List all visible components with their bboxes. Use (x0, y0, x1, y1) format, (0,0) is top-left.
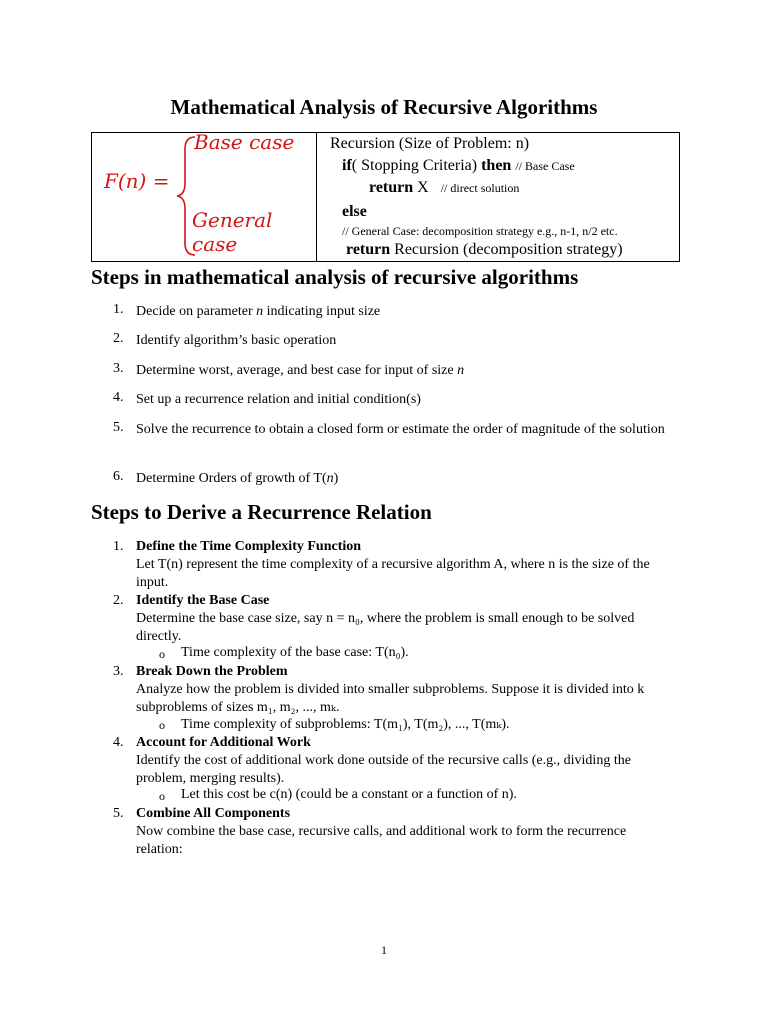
section-heading-derive-recurrence: Steps to Derive a Recurrence Relation (91, 500, 432, 524)
keyword-return-2: return (346, 241, 391, 258)
keyword-then: then (481, 157, 512, 174)
pseudocode-line-return (369, 179, 519, 197)
formula-lhs: F(n) = (104, 169, 170, 193)
recurrence-step-body: Now combine the base case, recursive calls, and additional work to form the recurrence relation: (136, 824, 627, 857)
comment-general-case: // General Case: decomposition strategy e.g., n-1, n/2 etc. (342, 224, 618, 238)
keyword-else: else (342, 203, 367, 220)
bullet-icon: o (159, 718, 165, 732)
recurrence-step-bullet: Let this cost be c(n) (could be a constant or a function of n). (181, 787, 517, 802)
pseudocode-line-1: Recursion (Size of Problem: n) (330, 135, 530, 152)
pseudocode-line-return-recursion (346, 241, 623, 259)
recurrence-step-bullet: Time complexity of subproblems: T(m₁), T(m₂), ..., T(mₖ). (181, 717, 510, 732)
recurrence-step-number: 5. (113, 806, 124, 821)
recurrence-step-title: Define the Time Complexity Function (136, 539, 362, 554)
page-title: Mathematical Analysis of Recursive Algorithms (170, 95, 598, 119)
recurrence-step-title: Identify the Base Case (136, 593, 270, 608)
pseudocode-box (316, 132, 680, 262)
keyword-if: if (342, 157, 352, 174)
formula-case-base: Base case (194, 130, 295, 154)
recurrence-step-body: Determine the base case size, say n = n₀, where the problem is small enough to be solved directly. (136, 611, 635, 644)
comment-base-case: // Base Case (515, 159, 575, 173)
recurrence-step-number: 2. (113, 593, 124, 608)
bullet-icon: o (159, 647, 165, 661)
recurrence-step-title: Account for Additional Work (136, 735, 311, 750)
recurrence-step-body: Let T(n) represent the time complexity of a recursive algorithm A, where n is the size of the input. (136, 557, 650, 590)
keyword-return: return (369, 179, 414, 196)
bullet-icon: o (159, 789, 165, 803)
section-heading-analysis-steps: Steps in mathematical analysis of recursive algorithms (91, 265, 579, 289)
page-number: 1 (381, 943, 387, 957)
recurrence-step-bullet: Time complexity of the base case: T(n₀). (181, 645, 409, 660)
comment-direct-solution: // direct solution (440, 181, 520, 195)
return-value: X (413, 179, 429, 196)
pseudocode-line-if (342, 157, 575, 175)
pseudocode-line-else (342, 203, 367, 221)
formula-case-general: General case (192, 208, 273, 256)
recurrence-step-number: 3. (113, 664, 124, 679)
return-recursion-text: Recursion (decomposition strategy) (390, 241, 623, 258)
recurrence-step-title: Break Down the Problem (136, 664, 288, 679)
formula-box (91, 132, 317, 262)
recurrence-step-number: 1. (113, 539, 124, 554)
recurrence-step-body: Identify the cost of additional work done outside of the recursive calls (e.g., dividing the problem, merging results). (136, 753, 631, 786)
recurrence-step-number: 4. (113, 735, 124, 750)
if-condition: ( Stopping Criteria) (351, 157, 482, 174)
recurrence-step-title: Combine All Components (136, 806, 291, 821)
recurrence-step-body: Analyze how the problem is divided into smaller subproblems. Suppose it is divided into k subproblems of sizes m₁, m₂, ..., mₖ. (136, 682, 645, 715)
